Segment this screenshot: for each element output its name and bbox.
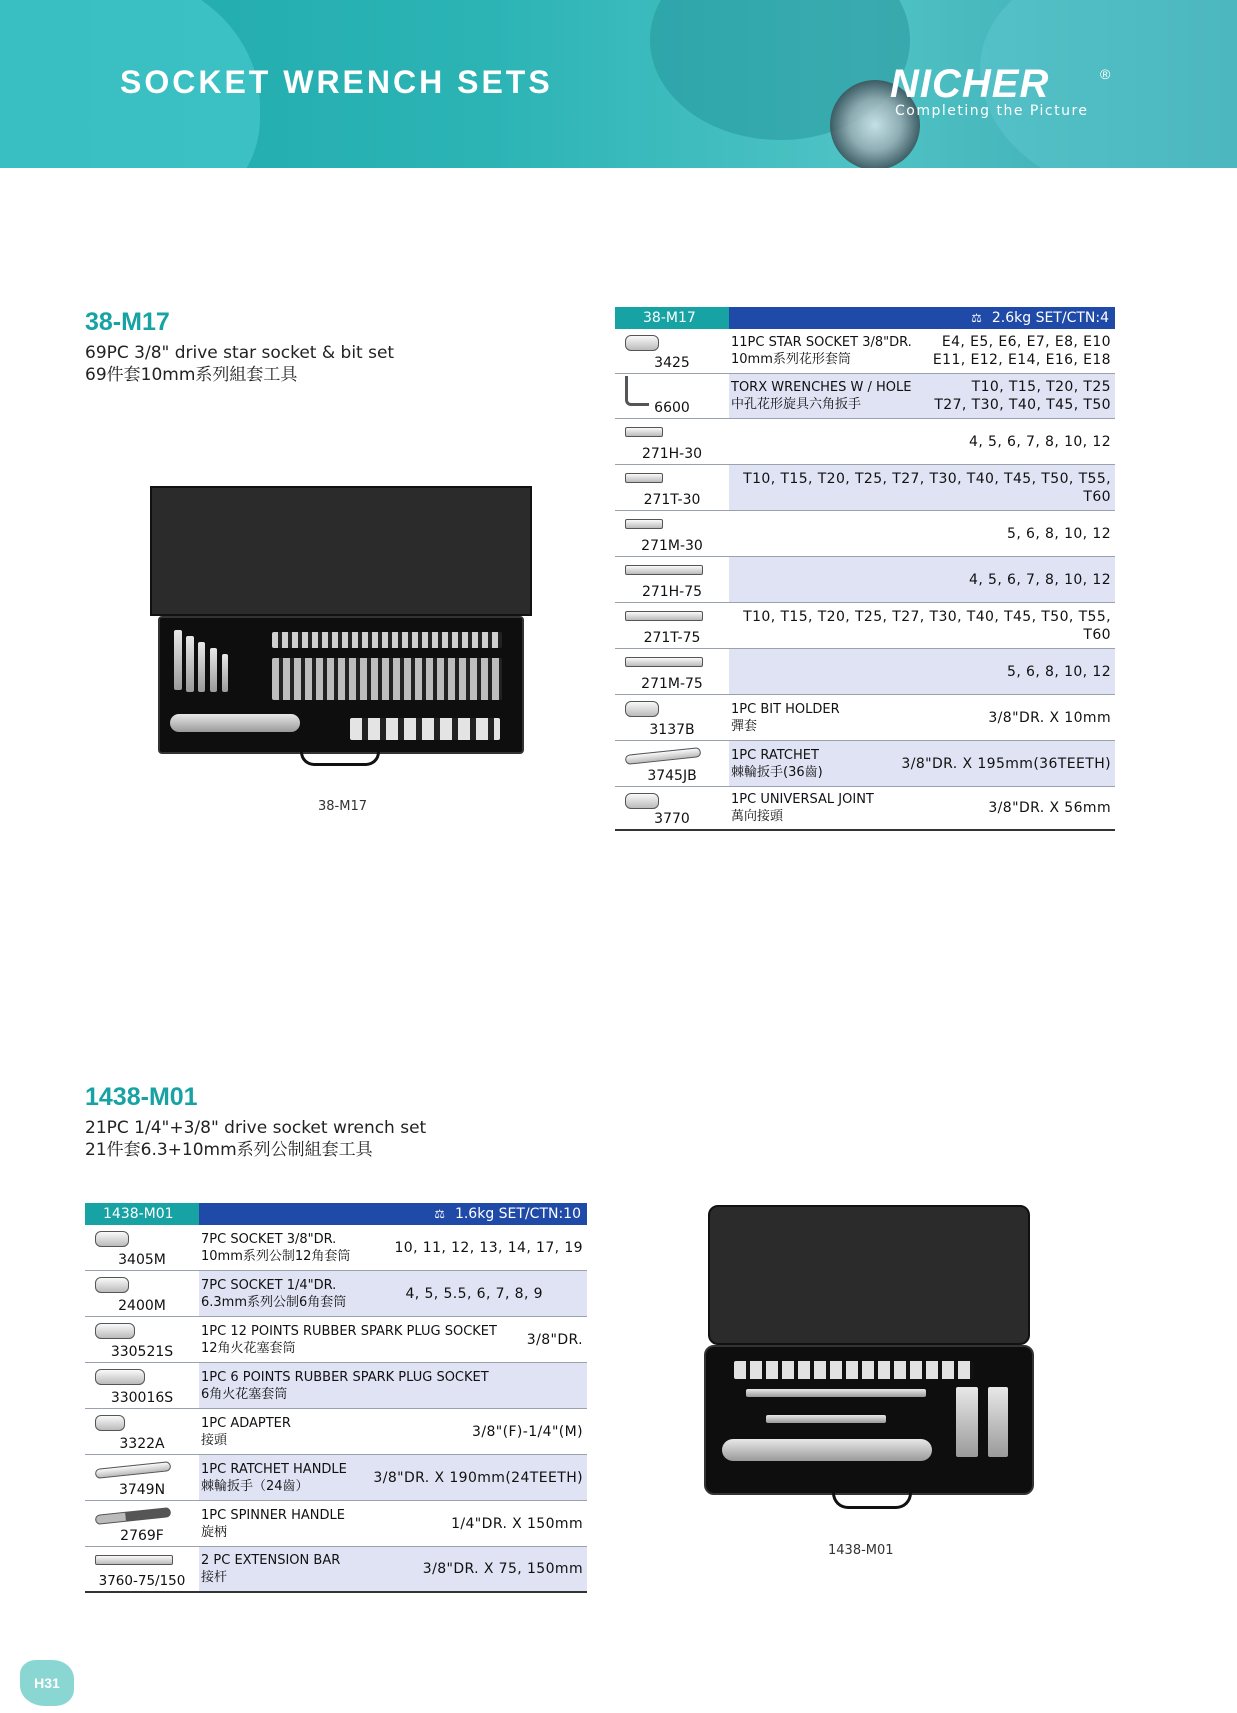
item-sizes: 4, 5, 6, 7, 8, 10, 12 [969,433,1111,450]
part-number: 3760-75/150 [98,1573,186,1589]
table-code: 38-M17 [615,307,729,329]
item-name-zh: 6角火花塞套筒 [201,1386,288,1402]
spec-table-header [85,1203,587,1225]
product-description-en: 69PC 3/8" drive star socket & bit set [85,343,395,363]
item-name-en: 1PC 12 POINTS RUBBER SPARK PLUG SOCKET [201,1323,497,1339]
spinner-handle-icon [95,1507,172,1525]
item-name-zh: 棘輪扳手(36齒) [731,764,823,780]
product-photo [704,1205,1034,1513]
extension-bar-icon [95,1555,173,1565]
item-name-en: 1PC 6 POINTS RUBBER SPARK PLUG SOCKET [201,1369,489,1385]
part-number: 3749N [118,1482,166,1498]
product-code: 1438-M01 [85,1083,198,1111]
item-name-zh: 中孔花形旋具六角扳手 [731,397,862,412]
item-name-zh: 6.3mm系列公制6角套筒 [201,1294,347,1310]
item-sizes: 3/8"DR. X 75, 150mm [422,1561,583,1577]
table-row [85,1271,587,1317]
item-name-en: 1PC ADAPTER [201,1415,291,1431]
long-bit-icon [625,611,703,621]
table-row [615,419,1115,465]
ratchet-icon [95,1461,172,1479]
short-bit-icon [625,473,663,483]
table-row [85,1501,587,1547]
item-name-en: 2 PC EXTENSION BAR [201,1553,341,1568]
product-description-zh: 21件套6.3+10mm系列公制組套工具 [85,1140,373,1160]
item-sizes: E4, E5, E6, E7, E8, E10 [941,334,1111,350]
part-number: 2769F [120,1528,164,1544]
item-sizes: 4, 5, 5.5, 6, 7, 8, 9 [405,1285,543,1302]
spec-table [615,307,1115,831]
item-sizes: 3/8"DR. X 195mm(36TEETH) [901,755,1111,772]
product-description-en: 21PC 1/4"+3/8" drive socket wrench set [85,1118,427,1138]
item-name-zh: 10mm系列花形套筒 [731,352,851,367]
item-name-en: 7PC SOCKET 3/8"DR. [201,1231,337,1247]
item-sizes: 3/8"DR. X 10mm [988,709,1111,726]
item-sizes: T27, T30, T40, T45, T50 [934,397,1111,413]
weight-text: 1.6kg SET/CTN:10 [454,1206,581,1222]
table-code: 1438-M01 [85,1203,199,1225]
item-sizes: E11, E12, E14, E16, E18 [932,352,1111,368]
item-name-en: 1PC UNIVERSAL JOINT [731,792,874,807]
part-number: 271H-75 [641,584,703,600]
scale-icon: ⚖ [971,311,982,325]
item-name-zh: 接頭 [201,1432,228,1448]
table-row [85,1547,587,1593]
spark-plug-socket-icon [95,1323,135,1339]
item-name-en: 1PC RATCHET [731,747,819,763]
part-number: 3405M [118,1252,166,1268]
short-bit-icon [625,519,663,529]
item-name-zh: 接杆 [201,1570,228,1585]
table-row [615,329,1115,374]
part-number: 3322A [119,1436,165,1452]
part-number: 330016S [110,1390,174,1406]
photo-caption: 38-M17 [318,799,367,814]
registered-mark: ® [1100,66,1111,82]
part-number: 271T-30 [643,492,701,508]
part-number: 330521S [110,1344,174,1360]
case-lid [150,486,532,616]
ratchet-icon [625,747,702,765]
case-tray [704,1345,1034,1495]
part-number: 3770 [654,811,690,827]
table-row [615,465,1115,511]
table-row [615,374,1115,419]
item-sizes: 3/8"(F)-1/4"(M) [472,1423,583,1440]
table-row [615,603,1115,649]
item-sizes: 5, 6, 8, 10, 12 [1007,525,1111,542]
item-name-en: 1PC SPINNER HANDLE [201,1507,345,1523]
item-name-zh: 12角火花塞套筒 [201,1340,296,1356]
table-row [85,1409,587,1455]
long-bit-icon [625,657,703,667]
socket-icon [625,335,659,351]
item-name-zh: 旋柄 [201,1524,228,1540]
table-row [85,1225,587,1271]
spec-table-header [615,307,1115,329]
photo-caption: 1438-M01 [828,1543,894,1558]
item-sizes: T10, T15, T20, T25, T27, T30, T40, T45, T50, T55, T60 [743,608,1111,643]
product-photo [150,486,532,772]
item-sizes: 5, 6, 8, 10, 12 [1007,663,1111,680]
weight-text: 2.6kg SET/CTN:4 [991,310,1109,326]
socket-icon [95,1277,129,1293]
brand-tagline: Completing the Picture [895,103,1089,119]
header-banner [0,0,1237,168]
part-number: 271M-75 [641,676,703,692]
table-row [615,787,1115,831]
table-row [615,741,1115,787]
item-sizes: T10, T15, T20, T25 [971,379,1111,395]
item-name-en: 1PC RATCHET HANDLE [201,1461,347,1477]
item-name-zh: 彈套 [731,718,758,734]
item-sizes: 3/8"DR. X 56mm [988,800,1111,816]
item-sizes: T10, T15, T20, T25, T27, T30, T40, T45, T50, T55, T60 [743,470,1111,505]
table-row [615,511,1115,557]
brand-logo: NICHER [890,62,1050,106]
page-title: SOCKET WRENCH SETS [120,64,553,100]
product-code: 38-M17 [85,308,170,336]
item-name-en: 1PC BIT HOLDER [731,701,840,717]
universal-joint-icon [625,793,659,809]
item-sizes: 10, 11, 12, 13, 14, 17, 19 [394,1239,583,1256]
scale-icon: ⚖ [434,1207,445,1221]
table-row [85,1317,587,1363]
item-name-zh: 棘輪扳手（24齒） [201,1478,309,1494]
item-name-zh: 萬向接頭 [731,809,784,824]
short-bit-icon [625,427,663,437]
item-name-zh: 10mm系列公制12角套筒 [201,1248,351,1264]
socket-icon [95,1231,129,1247]
part-number: 6600 [654,400,690,416]
part-number: 271T-75 [643,630,701,646]
item-sizes: 3/8"DR. X 190mm(24TEETH) [373,1469,583,1486]
product-description-zh: 69件套10mm系列組套工具 [85,365,298,385]
table-weight [199,1203,587,1225]
item-sizes: 3/8"DR. [526,1331,583,1348]
spec-table [85,1203,587,1593]
table-row [615,557,1115,603]
long-bit-icon [625,565,703,575]
spark-plug-socket-icon [95,1369,145,1385]
socket-icon [625,701,659,717]
case-handle [300,752,380,766]
item-name-en: 11PC STAR SOCKET 3/8"DR. [731,335,912,350]
page-number: H31 [20,1660,74,1706]
item-name-en: 7PC SOCKET 1/4"DR. [201,1277,337,1293]
item-name-en: TORX WRENCHES W / HOLE [731,380,912,395]
part-number: 3137B [649,722,695,738]
adapter-icon [95,1415,125,1431]
case-handle [832,1493,912,1509]
part-number: 3425 [654,355,690,371]
case-tray [158,616,524,754]
case-lid [708,1205,1030,1345]
table-row [85,1363,587,1409]
table-weight [729,307,1115,329]
item-sizes: 1/4"DR. X 150mm [451,1515,583,1532]
item-sizes: 4, 5, 6, 7, 8, 10, 12 [969,571,1111,588]
table-row [615,649,1115,695]
table-row [85,1455,587,1501]
part-number: 2400M [118,1298,166,1314]
part-number: 271M-30 [641,538,703,554]
part-number: 3745JB [647,768,697,784]
part-number: 271H-30 [641,446,703,462]
table-row [615,695,1115,741]
